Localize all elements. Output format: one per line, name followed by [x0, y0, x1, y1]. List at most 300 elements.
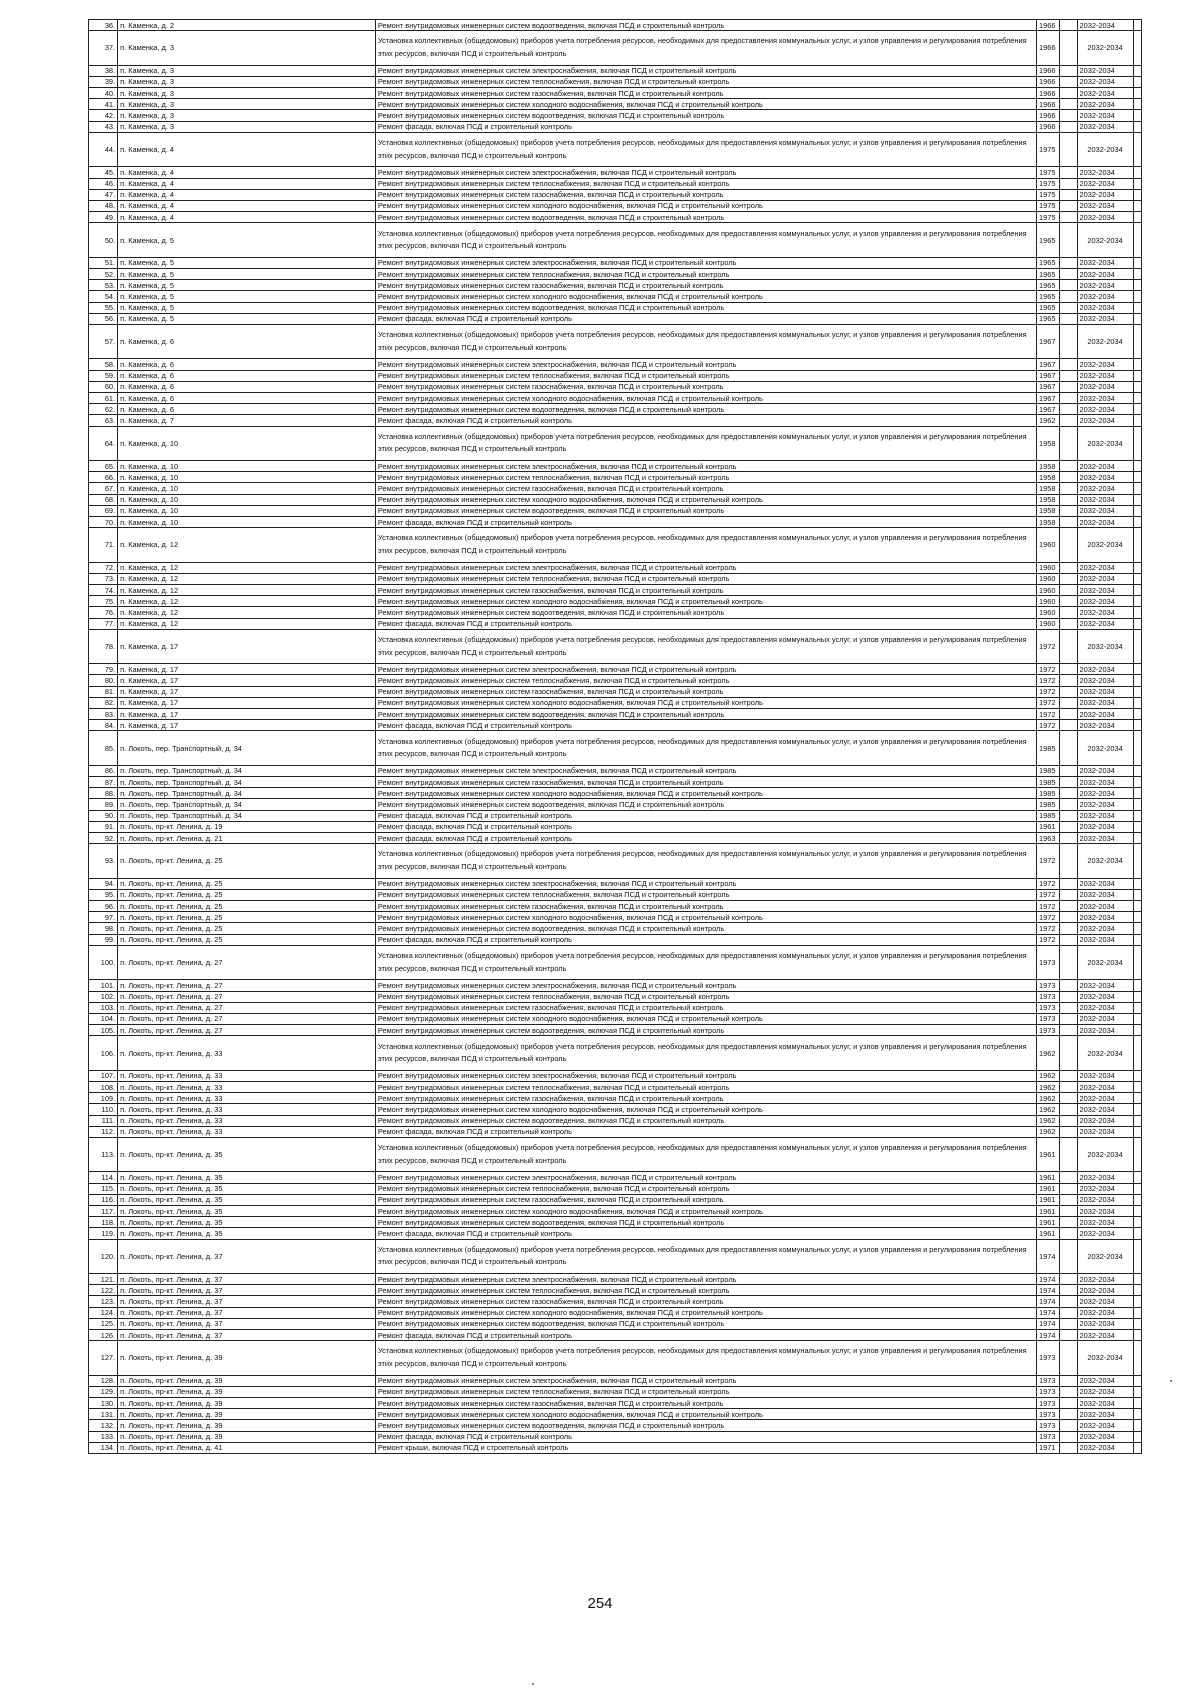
row-period: 2032-2034: [1077, 1409, 1133, 1420]
row-empty-cell: [1059, 991, 1077, 1002]
row-empty-cell: [1059, 1115, 1077, 1126]
row-period: 2032-2034: [1077, 1375, 1133, 1386]
row-build-year: 1973: [1036, 991, 1059, 1002]
row-work-type: Ремонт внутридомовых инженерных систем электроснабжения, включая ПСД и строительный контроль: [375, 65, 1036, 76]
row-build-year: 1972: [1036, 878, 1059, 889]
row-number: 90.: [89, 810, 118, 821]
row-empty-cell: [1059, 268, 1077, 279]
row-number: 73.: [89, 573, 118, 584]
row-work-type: Ремонт фасада, включая ПСД и строительный контроль: [375, 720, 1036, 731]
row-work-type: Ремонт внутридомовых инженерных систем водоотведения, включая ПСД и строительный контроль: [375, 799, 1036, 810]
table-row: [89, 1183, 1142, 1194]
row-work-type: Ремонт внутридомовых инженерных систем газоснабжения, включая ПСД и строительный контроль: [375, 1093, 1036, 1104]
table-row: [89, 1341, 1142, 1376]
table-row: [89, 121, 1142, 132]
row-number: 86.: [89, 765, 118, 776]
row-address: п. Локоть, пр-кт. Ленина, д. 39: [118, 1431, 376, 1442]
row-work-type: Ремонт внутридомовых инженерных систем водоотведения, включая ПСД и строительный контроль: [375, 302, 1036, 313]
row-number: 39.: [89, 76, 118, 87]
row-empty-cell: [1059, 923, 1077, 934]
row-empty-cell: [1059, 110, 1077, 121]
row-work-type: Ремонт внутридомовых инженерных систем холодного водоснабжения, включая ПСД и строительный контроль: [375, 1409, 1036, 1420]
row-empty-cell: [1059, 1104, 1077, 1115]
row-work-type: Ремонт внутридомовых инженерных систем теплоснабжения, включая ПСД и строительный контроль: [375, 178, 1036, 189]
row-empty-cell: [1059, 821, 1077, 832]
row-number: 61.: [89, 392, 118, 403]
row-address: п. Каменка, д. 12: [118, 585, 376, 596]
row-number: 80.: [89, 675, 118, 686]
row-work-type: Ремонт внутридомовых инженерных систем газоснабжения, включая ПСД и строительный контроль: [375, 88, 1036, 99]
row-extra-cell: [1133, 607, 1141, 618]
row-work-type: Ремонт внутридомовых инженерных систем теплоснабжения, включая ПСД и строительный контроль: [375, 1386, 1036, 1397]
row-number: 95.: [89, 889, 118, 900]
row-number: 77.: [89, 618, 118, 629]
table-row: [89, 777, 1142, 788]
row-build-year: 1958: [1036, 461, 1059, 472]
row-period: 2032-2034: [1077, 1002, 1133, 1013]
row-empty-cell: [1059, 76, 1077, 87]
row-work-type: Ремонт внутридомовых инженерных систем холодного водоснабжения, включая ПСД и строительный контроль: [375, 99, 1036, 110]
row-number: 74.: [89, 585, 118, 596]
row-work-type: Ремонт внутридомовых инженерных систем водоотведения, включая ПСД и строительный контроль: [375, 607, 1036, 618]
row-number: 115.: [89, 1183, 118, 1194]
row-extra-cell: [1133, 833, 1141, 844]
row-work-type: Ремонт внутридомовых инженерных систем холодного водоснабжения, включая ПСД и строительный контроль: [375, 1205, 1036, 1216]
row-extra-cell: [1133, 494, 1141, 505]
row-work-type: Установка коллективных (общедомовых) приборов учета потребления ресурсов, необходимых для предоставления коммунальных услуг, и узлов управления и регулирования потребления этих ресурсов, включая ПСД и строительный контроль: [375, 731, 1036, 766]
row-work-type: Установка коллективных (общедомовых) приборов учета потребления ресурсов, необходимых для предоставления коммунальных услуг, и узлов управления и регулирования потребления этих ресурсов, включая ПСД и строительный контроль: [375, 629, 1036, 664]
table-row: [89, 1013, 1142, 1024]
row-number: 122.: [89, 1285, 118, 1296]
row-work-type: Ремонт внутридомовых инженерных систем холодного водоснабжения, включая ПСД и строительный контроль: [375, 697, 1036, 708]
row-period: 2032-2034: [1077, 1115, 1133, 1126]
row-address: п. Каменка, д. 12: [118, 618, 376, 629]
row-period: 2032-2034: [1077, 720, 1133, 731]
table-row: [89, 223, 1142, 258]
row-build-year: 1972: [1036, 697, 1059, 708]
row-number: 47.: [89, 189, 118, 200]
row-period: 2032-2034: [1077, 65, 1133, 76]
row-number: 125.: [89, 1318, 118, 1329]
row-empty-cell: [1059, 1002, 1077, 1013]
row-number: 46.: [89, 178, 118, 189]
row-period: 2032-2034: [1077, 980, 1133, 991]
row-work-type: Ремонт внутридомовых инженерных систем электроснабжения, включая ПСД и строительный контроль: [375, 1274, 1036, 1285]
table-row: [89, 1217, 1142, 1228]
row-extra-cell: [1133, 1172, 1141, 1183]
row-extra-cell: [1133, 1409, 1141, 1420]
row-extra-cell: [1133, 697, 1141, 708]
row-extra-cell: [1133, 99, 1141, 110]
table-row: [89, 189, 1142, 200]
row-work-type: Ремонт фасада, включая ПСД и строительный контроль: [375, 121, 1036, 132]
row-address: п. Каменка, д. 6: [118, 370, 376, 381]
row-work-type: Установка коллективных (общедомовых) приборов учета потребления ресурсов, необходимых для предоставления коммунальных услуг, и узлов управления и регулирования потребления этих ресурсов, включая ПСД и строительный контроль: [375, 1036, 1036, 1071]
table-row: [89, 664, 1142, 675]
row-work-type: Ремонт внутридомовых инженерных систем водоотведения, включая ПСД и строительный контроль: [375, 1420, 1036, 1431]
table-row: [89, 313, 1142, 324]
row-address: п. Локоть, пр-кт. Ленина, д. 33: [118, 1036, 376, 1071]
row-empty-cell: [1059, 65, 1077, 76]
row-address: п. Каменка, д. 5: [118, 257, 376, 268]
row-period: 2032-2034: [1077, 31, 1133, 66]
row-build-year: 1967: [1036, 324, 1059, 359]
row-address: п. Локоть, пр-кт. Ленина, д. 27: [118, 1013, 376, 1024]
row-number: 123.: [89, 1296, 118, 1307]
row-number: 55.: [89, 302, 118, 313]
row-extra-cell: [1133, 1307, 1141, 1318]
row-address: п. Локоть, пр-кт. Ленина, д. 19: [118, 821, 376, 832]
table-row: [89, 1431, 1142, 1442]
row-number: 45.: [89, 167, 118, 178]
row-address: п. Каменка, д. 17: [118, 709, 376, 720]
row-extra-cell: [1133, 596, 1141, 607]
row-build-year: 1965: [1036, 302, 1059, 313]
table-row: [89, 1420, 1142, 1431]
row-period: 2032-2034: [1077, 257, 1133, 268]
row-period: 2032-2034: [1077, 20, 1133, 31]
row-extra-cell: [1133, 1375, 1141, 1386]
row-work-type: Ремонт внутридомовых инженерных систем холодного водоснабжения, включая ПСД и строительный контроль: [375, 596, 1036, 607]
row-build-year: 1967: [1036, 359, 1059, 370]
row-period: 2032-2034: [1077, 404, 1133, 415]
row-build-year: 1973: [1036, 1398, 1059, 1409]
row-address: п. Локоть, пр-кт. Ленина, д. 35: [118, 1137, 376, 1172]
table-row: [89, 1239, 1142, 1274]
table-row: [89, 76, 1142, 87]
row-extra-cell: [1133, 189, 1141, 200]
row-period: 2032-2034: [1077, 923, 1133, 934]
table-row: [89, 821, 1142, 832]
row-extra-cell: [1133, 1205, 1141, 1216]
row-build-year: 1985: [1036, 799, 1059, 810]
table-row: [89, 200, 1142, 211]
row-build-year: 1958: [1036, 472, 1059, 483]
row-empty-cell: [1059, 788, 1077, 799]
row-extra-cell: [1133, 1070, 1141, 1081]
table-row: [89, 494, 1142, 505]
table-row: [89, 370, 1142, 381]
table-row: [89, 99, 1142, 110]
row-work-type: Ремонт фасада, включая ПСД и строительный контроль: [375, 1228, 1036, 1239]
table-row: [89, 392, 1142, 403]
row-build-year: 1985: [1036, 810, 1059, 821]
row-empty-cell: [1059, 200, 1077, 211]
row-extra-cell: [1133, 731, 1141, 766]
row-number: 101.: [89, 980, 118, 991]
row-number: 102.: [89, 991, 118, 1002]
row-period: 2032-2034: [1077, 110, 1133, 121]
row-build-year: 1972: [1036, 709, 1059, 720]
row-period: 2032-2034: [1077, 596, 1133, 607]
row-build-year: 1973: [1036, 1375, 1059, 1386]
row-address: п. Локоть, пр-кт. Ленина, д. 33: [118, 1070, 376, 1081]
row-extra-cell: [1133, 88, 1141, 99]
table-row: [89, 528, 1142, 563]
row-period: 2032-2034: [1077, 528, 1133, 563]
row-empty-cell: [1059, 1194, 1077, 1205]
row-extra-cell: [1133, 1431, 1141, 1442]
row-extra-cell: [1133, 381, 1141, 392]
row-period: 2032-2034: [1077, 392, 1133, 403]
row-build-year: 1965: [1036, 223, 1059, 258]
row-empty-cell: [1059, 1409, 1077, 1420]
row-number: 87.: [89, 777, 118, 788]
row-period: 2032-2034: [1077, 889, 1133, 900]
row-address: п. Локоть, пр-кт. Ленина, д. 39: [118, 1409, 376, 1420]
row-work-type: Ремонт внутридомовых инженерных систем холодного водоснабжения, включая ПСД и строительный контроль: [375, 788, 1036, 799]
row-build-year: 1973: [1036, 1341, 1059, 1376]
row-build-year: 1972: [1036, 912, 1059, 923]
row-work-type: Ремонт фасада, включая ПСД и строительный контроль: [375, 1329, 1036, 1340]
row-number: 112.: [89, 1126, 118, 1137]
row-build-year: 1961: [1036, 1228, 1059, 1239]
row-period: 2032-2034: [1077, 1431, 1133, 1442]
row-number: 51.: [89, 257, 118, 268]
table-row: [89, 799, 1142, 810]
row-build-year: 1973: [1036, 1013, 1059, 1024]
row-address: п. Каменка, д. 3: [118, 65, 376, 76]
row-address: п. Локоть, пр-кт. Ленина, д. 39: [118, 1398, 376, 1409]
row-work-type: Ремонт внутридомовых инженерных систем электроснабжения, включая ПСД и строительный контроль: [375, 257, 1036, 268]
row-empty-cell: [1059, 1217, 1077, 1228]
row-build-year: 1966: [1036, 99, 1059, 110]
row-address: п. Локоть, пр-кт. Ленина, д. 35: [118, 1172, 376, 1183]
row-address: п. Каменка, д. 3: [118, 99, 376, 110]
table-row: [89, 483, 1142, 494]
row-extra-cell: [1133, 799, 1141, 810]
row-period: 2032-2034: [1077, 132, 1133, 167]
row-empty-cell: [1059, 528, 1077, 563]
row-extra-cell: [1133, 945, 1141, 980]
row-extra-cell: [1133, 370, 1141, 381]
row-empty-cell: [1059, 934, 1077, 945]
row-period: 2032-2034: [1077, 562, 1133, 573]
row-number: 58.: [89, 359, 118, 370]
row-work-type: Ремонт внутридомовых инженерных систем газоснабжения, включая ПСД и строительный контроль: [375, 901, 1036, 912]
row-number: 69.: [89, 505, 118, 516]
row-build-year: 1960: [1036, 528, 1059, 563]
row-period: 2032-2034: [1077, 1126, 1133, 1137]
row-address: п. Каменка, д. 5: [118, 280, 376, 291]
row-period: 2032-2034: [1077, 629, 1133, 664]
table-row: [89, 1442, 1142, 1453]
row-empty-cell: [1059, 1386, 1077, 1397]
row-empty-cell: [1059, 1341, 1077, 1376]
row-address: п. Локоть, пр-кт. Ленина, д. 25: [118, 923, 376, 934]
row-empty-cell: [1059, 607, 1077, 618]
row-number: 37.: [89, 31, 118, 66]
row-address: п. Каменка, д. 4: [118, 178, 376, 189]
row-build-year: 1975: [1036, 189, 1059, 200]
row-address: п. Локоть, пр-кт. Ленина, д. 27: [118, 1025, 376, 1036]
row-extra-cell: [1133, 991, 1141, 1002]
row-work-type: Установка коллективных (общедомовых) приборов учета потребления ресурсов, необходимых для предоставления коммунальных услуг, и узлов управления и регулирования потребления этих ресурсов, включая ПСД и строительный контроль: [375, 31, 1036, 66]
row-number: 84.: [89, 720, 118, 731]
row-address: п. Каменка, д. 10: [118, 426, 376, 461]
row-number: 64.: [89, 426, 118, 461]
row-empty-cell: [1059, 1375, 1077, 1386]
row-extra-cell: [1133, 1013, 1141, 1024]
table-row: [89, 1228, 1142, 1239]
row-number: 114.: [89, 1172, 118, 1183]
row-build-year: 1973: [1036, 1002, 1059, 1013]
row-number: 76.: [89, 607, 118, 618]
table-row: [89, 596, 1142, 607]
row-extra-cell: [1133, 585, 1141, 596]
row-number: 132.: [89, 1420, 118, 1431]
row-extra-cell: [1133, 1002, 1141, 1013]
table-row: [89, 731, 1142, 766]
row-address: п. Каменка, д. 12: [118, 607, 376, 618]
row-build-year: 1958: [1036, 516, 1059, 527]
row-number: 126.: [89, 1329, 118, 1340]
table-row: [89, 1409, 1142, 1420]
row-period: 2032-2034: [1077, 1296, 1133, 1307]
row-empty-cell: [1059, 1285, 1077, 1296]
row-work-type: Ремонт внутридомовых инженерных систем холодного водоснабжения, включая ПСД и строительный контроль: [375, 200, 1036, 211]
row-build-year: 1972: [1036, 720, 1059, 731]
row-extra-cell: [1133, 1081, 1141, 1092]
row-work-type: Ремонт внутридомовых инженерных систем теплоснабжения, включая ПСД и строительный контроль: [375, 472, 1036, 483]
row-address: п. Каменка, д. 4: [118, 132, 376, 167]
row-extra-cell: [1133, 878, 1141, 889]
row-address: п. Каменка, д. 4: [118, 200, 376, 211]
row-number: 48.: [89, 200, 118, 211]
row-number: 106.: [89, 1036, 118, 1071]
row-period: 2032-2034: [1077, 1036, 1133, 1071]
row-address: п. Каменка, д. 3: [118, 110, 376, 121]
row-extra-cell: [1133, 1386, 1141, 1397]
row-build-year: 1961: [1036, 821, 1059, 832]
table-row: [89, 629, 1142, 664]
row-empty-cell: [1059, 1205, 1077, 1216]
row-period: 2032-2034: [1077, 1228, 1133, 1239]
table-row: [89, 110, 1142, 121]
row-period: 2032-2034: [1077, 178, 1133, 189]
row-extra-cell: [1133, 720, 1141, 731]
table-row: [89, 1036, 1142, 1071]
row-build-year: 1961: [1036, 1137, 1059, 1172]
row-empty-cell: [1059, 585, 1077, 596]
row-empty-cell: [1059, 686, 1077, 697]
row-empty-cell: [1059, 1398, 1077, 1409]
row-extra-cell: [1133, 1228, 1141, 1239]
table-row: [89, 1318, 1142, 1329]
row-extra-cell: [1133, 1296, 1141, 1307]
repair-schedule-table: [88, 19, 1142, 1454]
row-build-year: 1965: [1036, 291, 1059, 302]
row-address: п. Каменка, д. 12: [118, 596, 376, 607]
row-period: 2032-2034: [1077, 1274, 1133, 1285]
row-build-year: 1973: [1036, 1025, 1059, 1036]
row-period: 2032-2034: [1077, 810, 1133, 821]
row-build-year: 1958: [1036, 505, 1059, 516]
row-extra-cell: [1133, 516, 1141, 527]
table-row: [89, 212, 1142, 223]
row-period: 2032-2034: [1077, 381, 1133, 392]
row-address: п. Каменка, д. 6: [118, 392, 376, 403]
row-empty-cell: [1059, 1183, 1077, 1194]
row-number: 119.: [89, 1228, 118, 1239]
row-work-type: Установка коллективных (общедомовых) приборов учета потребления ресурсов, необходимых для предоставления коммунальных услуг, и узлов управления и регулирования потребления этих ресурсов, включая ПСД и строительный контроль: [375, 324, 1036, 359]
row-address: п. Каменка, д. 6: [118, 359, 376, 370]
row-extra-cell: [1133, 415, 1141, 426]
row-number: 81.: [89, 686, 118, 697]
row-extra-cell: [1133, 426, 1141, 461]
row-period: 2032-2034: [1077, 799, 1133, 810]
scan-speck: [1170, 1380, 1172, 1382]
row-period: 2032-2034: [1077, 844, 1133, 879]
table-row: [89, 980, 1142, 991]
row-work-type: Ремонт внутридомовых инженерных систем газоснабжения, включая ПСД и строительный контроль: [375, 280, 1036, 291]
row-empty-cell: [1059, 1137, 1077, 1172]
row-period: 2032-2034: [1077, 1137, 1133, 1172]
row-build-year: 1962: [1036, 1093, 1059, 1104]
row-build-year: 1963: [1036, 833, 1059, 844]
table-row: [89, 1126, 1142, 1137]
row-work-type: Ремонт внутридомовых инженерных систем теплоснабжения, включая ПСД и строительный контроль: [375, 889, 1036, 900]
row-empty-cell: [1059, 980, 1077, 991]
row-period: 2032-2034: [1077, 1341, 1133, 1376]
row-work-type: Установка коллективных (общедомовых) приборов учета потребления ресурсов, необходимых для предоставления коммунальных услуг, и узлов управления и регулирования потребления этих ресурсов, включая ПСД и строительный контроль: [375, 223, 1036, 258]
row-build-year: 1985: [1036, 788, 1059, 799]
row-address: п. Каменка, д. 12: [118, 562, 376, 573]
row-address: п. Каменка, д. 4: [118, 167, 376, 178]
row-work-type: Ремонт внутридомовых инженерных систем теплоснабжения, включая ПСД и строительный контроль: [375, 268, 1036, 279]
row-build-year: 1974: [1036, 1329, 1059, 1340]
row-empty-cell: [1059, 1329, 1077, 1340]
row-number: 117.: [89, 1205, 118, 1216]
row-address: п. Локоть, пр-кт. Ленина, д. 27: [118, 945, 376, 980]
row-work-type: Ремонт внутридомовых инженерных систем газоснабжения, включая ПСД и строительный контроль: [375, 1194, 1036, 1205]
row-build-year: 1973: [1036, 1409, 1059, 1420]
table-row: [89, 324, 1142, 359]
row-empty-cell: [1059, 1070, 1077, 1081]
row-extra-cell: [1133, 212, 1141, 223]
row-address: п. Локоть, пр-кт. Ленина, д. 25: [118, 912, 376, 923]
row-work-type: Ремонт внутридомовых инженерных систем теплоснабжения, включая ПСД и строительный контроль: [375, 1285, 1036, 1296]
table-row: [89, 65, 1142, 76]
row-extra-cell: [1133, 573, 1141, 584]
table-row: [89, 404, 1142, 415]
row-period: 2032-2034: [1077, 1307, 1133, 1318]
row-work-type: Установка коллективных (общедомовых) приборов учета потребления ресурсов, необходимых для предоставления коммунальных услуг, и узлов управления и регулирования потребления этих ресурсов, включая ПСД и строительный контроль: [375, 132, 1036, 167]
row-address: п. Каменка, д. 12: [118, 528, 376, 563]
row-number: 121.: [89, 1274, 118, 1285]
row-work-type: Ремонт фасада, включая ПСД и строительный контроль: [375, 810, 1036, 821]
row-empty-cell: [1059, 664, 1077, 675]
row-extra-cell: [1133, 821, 1141, 832]
row-empty-cell: [1059, 1442, 1077, 1453]
row-build-year: 1962: [1036, 1126, 1059, 1137]
row-build-year: 1974: [1036, 1318, 1059, 1329]
row-period: 2032-2034: [1077, 1285, 1133, 1296]
row-address: п. Каменка, д. 17: [118, 697, 376, 708]
table-row: [89, 1025, 1142, 1036]
row-work-type: Установка коллективных (общедомовых) приборов учета потребления ресурсов, необходимых для предоставления коммунальных услуг, и узлов управления и регулирования потребления этих ресурсов, включая ПСД и строительный контроль: [375, 1137, 1036, 1172]
row-empty-cell: [1059, 573, 1077, 584]
row-build-year: 1966: [1036, 31, 1059, 66]
row-build-year: 1962: [1036, 1104, 1059, 1115]
row-extra-cell: [1133, 1329, 1141, 1340]
row-work-type: Ремонт внутридомовых инженерных систем холодного водоснабжения, включая ПСД и строительный контроль: [375, 392, 1036, 403]
table-row: [89, 461, 1142, 472]
table-row: [89, 1070, 1142, 1081]
row-address: п. Локоть, пр-кт. Ленина, д. 33: [118, 1104, 376, 1115]
row-build-year: 1961: [1036, 1217, 1059, 1228]
row-extra-cell: [1133, 76, 1141, 87]
